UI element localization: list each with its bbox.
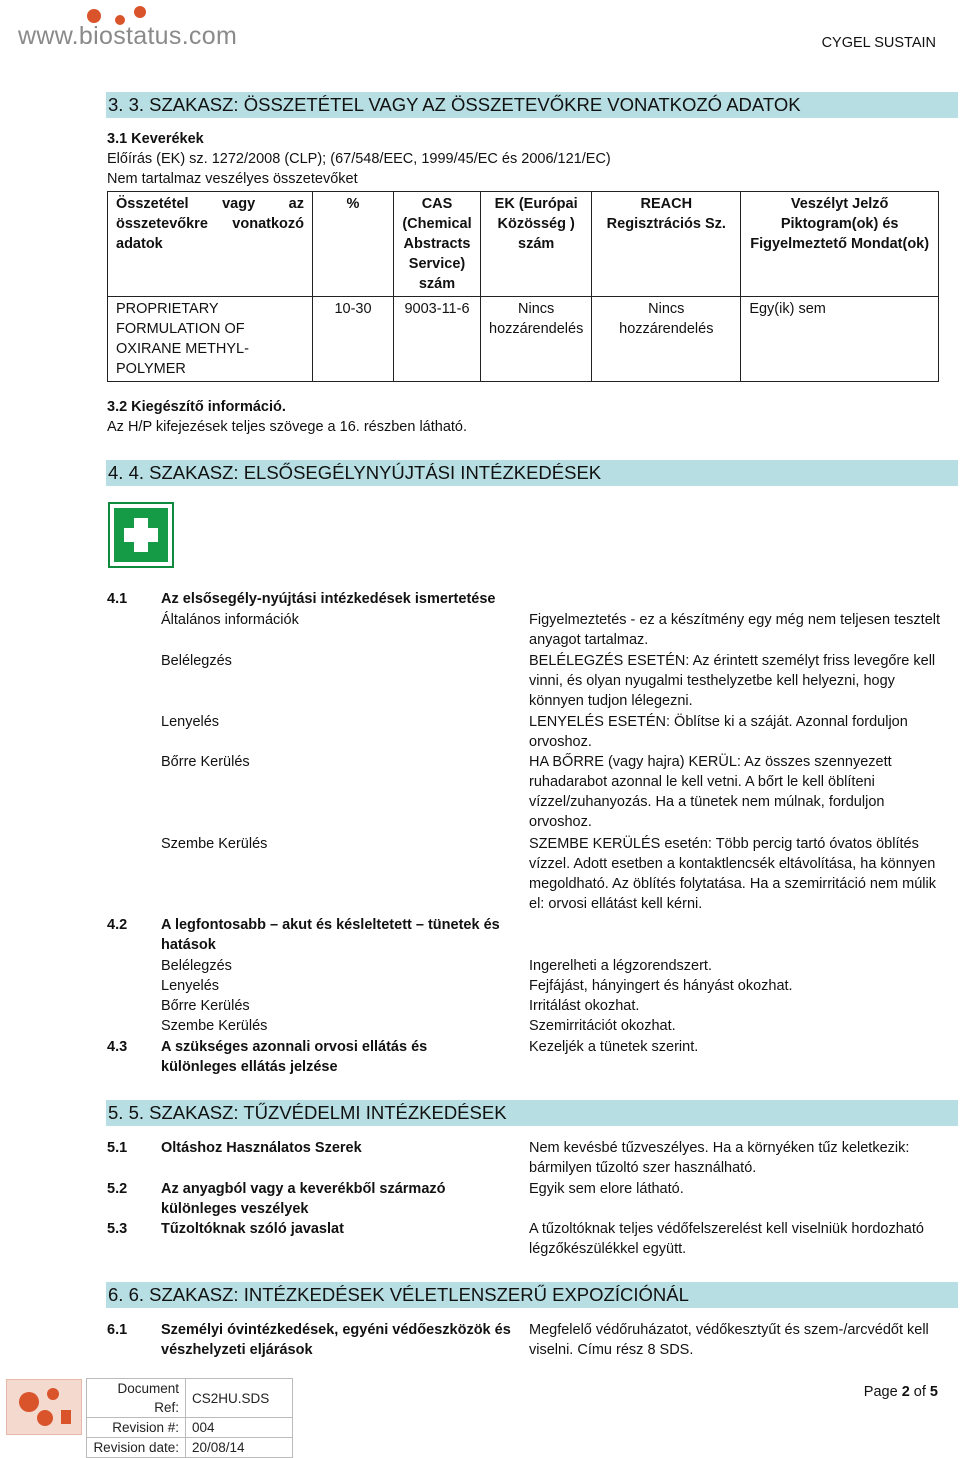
- hp-text: Az H/P kifejezések teljes szövege a 16. részben látható.: [107, 419, 468, 435]
- subsection-number: 6.1: [107, 1322, 128, 1338]
- value-general: Figyelmeztetés - ez a készítmény egy még nem teljesen tesztelt anyagot tartalmaz.: [529, 612, 941, 648]
- subsection-title: Az anyagból vagy a keverékből származó különleges veszélyek: [161, 1181, 446, 1217]
- table-header-row: [108, 192, 939, 297]
- subsection-number: 5.1: [107, 1140, 128, 1156]
- col-header-composition: Összetétel vagy az összetevőkre vonatkozó adatok: [108, 192, 313, 297]
- section-3-heading: 3. 3. SZAKASZ: ÖSSZETÉTEL VAGY AZ ÖSSZETEVŐKRE VONATKOZÓ ADATOK: [106, 92, 958, 118]
- label-inhalation: Belélegzés: [161, 958, 232, 974]
- subsection-3-1: 3.1 Keverékek: [107, 131, 204, 147]
- revision-table: [86, 1378, 293, 1458]
- value-skin: HA BŐRRE (vagy hajra) KERÜL: Az összes szennyezett ruhadarabot azonnal le kell vetni. A bőrt le kell öblíteni vízzel/zuhanyozás. Ha a tünetek nem múlnak, forduljon orvoshoz.: [529, 754, 892, 830]
- cell-reach: Nincs hozzárendelés: [592, 297, 741, 382]
- doc-ref-value: CS2HU.SDS: [186, 1379, 293, 1418]
- footer-logo: [6, 1379, 82, 1435]
- label-inhalation: Belélegzés: [161, 653, 232, 669]
- col-header-percent: %: [313, 192, 394, 297]
- revision-value: 004: [186, 1418, 293, 1438]
- page-number: Page 2 of 5: [863, 1384, 938, 1400]
- composition-table: [107, 191, 939, 382]
- label-general: Általános információk: [161, 612, 299, 628]
- section-5-heading: 5. 5. SZAKASZ: TŰZVÉDELMI INTÉZKEDÉSEK: [106, 1100, 958, 1126]
- value-medical: Kezeljék a tünetek szerint.: [529, 1039, 699, 1055]
- subsection-title: Személyi óvintézkedések, egyéni védőeszközök és vészhelyzeti eljárások: [161, 1322, 511, 1358]
- label-eye: Szembe Kerülés: [161, 1018, 268, 1034]
- first-aid-icon: [108, 502, 174, 568]
- cell-composition: PROPRIETARY FORMULATION OF OXIRANE METHYL-POLYMER: [108, 297, 313, 382]
- value-ingestion: LENYELÉS ESETÉN: Öblítse ki a száját. Azonnal forduljon orvoshoz.: [529, 714, 908, 750]
- subsection-number: 5.3: [107, 1221, 128, 1237]
- section-4-heading: 4. 4. SZAKASZ: ELSŐSEGÉLYNYÚJTÁSI INTÉZKEDÉSEK: [106, 460, 958, 486]
- label-skin: Bőrre Kerülés: [161, 998, 250, 1014]
- cell-cas: 9003-11-6: [394, 297, 481, 382]
- product-name: CYGEL SUSTAIN: [821, 35, 936, 51]
- subsection-number: 4.2: [107, 917, 128, 933]
- value-firefighters: A tűzoltóknak teljes védőfelszerelést kell viselniük hordozható légzőkészülékkel együtt.: [529, 1221, 924, 1257]
- col-header-reach: REACH Regisztrációs Sz.: [592, 192, 741, 297]
- label-eye: Szembe Kerülés: [161, 836, 268, 852]
- revision-date-label: Revision date:: [87, 1438, 186, 1458]
- biostatus-logo[interactable]: [12, 4, 262, 54]
- doc-ref-label: Document Ref:: [87, 1379, 186, 1418]
- value-special-hazards: Egyik sem elore látható.: [529, 1181, 684, 1197]
- logo-text: www.biostatus.com: [18, 22, 238, 50]
- subsection-number: 5.2: [107, 1181, 128, 1197]
- section-6-heading: 6. 6. SZAKASZ: INTÉZKEDÉSEK VÉLETLENSZERŰ EXPOZÍCIÓNÁL: [106, 1282, 958, 1308]
- subsection-title: Az elsősegély-nyújtási intézkedések ismertetése: [161, 591, 496, 607]
- regulation-text: Előírás (EK) sz. 1272/2008 (CLP); (67/548/EEC, 1999/45/EC és 2006/121/EC): [107, 151, 611, 167]
- no-hazard-text: Nem tartalmaz veszélyes összetevőket: [107, 171, 358, 187]
- value-extinguishing: Nem kevésbé tűzveszélyes. Ha a környéken tűz keletkezik: bármilyen tűzoltó szer használható.: [529, 1140, 910, 1176]
- subsection-title: A legfontosabb – akut és késleltetett – tünetek és hatások: [161, 917, 500, 953]
- cell-hazard: Egy(ik) sem: [741, 297, 939, 382]
- revision-date-value: 20/08/14: [186, 1438, 293, 1458]
- value-inhalation: BELÉLEGZÉS ESETÉN: Az érintett személyt friss levegőre kell vinni, és olyan nyugalmi testhelyzetbe kell helyezni, hogy könnyen tudjon lélegezni.: [529, 653, 936, 709]
- subsection-number: 4.1: [107, 591, 128, 607]
- col-header-ek: EK (Európai Közösség ) szám: [481, 192, 592, 297]
- col-header-hazard: Veszélyt Jelző Piktogram(ok) és Figyelmeztető Mondat(ok): [741, 192, 939, 297]
- subsection-title: A szükséges azonnali orvosi ellátás és különleges ellátás jelzése: [161, 1039, 428, 1075]
- value-ingestion: Fejfájást, hányingert és hányást okozhat.: [529, 978, 793, 994]
- value-eye: Szemirritációt okozhat.: [529, 1018, 676, 1034]
- subsection-3-2: 3.2 Kiegészítő információ.: [107, 399, 286, 415]
- revision-label: Revision #:: [87, 1418, 186, 1438]
- value-inhalation: Ingerelheti a légzorendszert.: [529, 958, 712, 974]
- table-row: [108, 297, 939, 382]
- value-eye: SZEMBE KERÜLÉS esetén: Több percig tartó óvatos öblítés vízzel. Adott esetben a kontaktlencsék eltávolítása, ha könnyen megoldható. Az öblítés folytatása. Ha a szemirritáció nem múlik el: orvosi ellátást kell kérni.: [529, 836, 936, 912]
- subsection-number: 4.3: [107, 1039, 128, 1055]
- cell-percent: 10-30: [313, 297, 394, 382]
- label-ingestion: Lenyelés: [161, 978, 220, 994]
- col-header-cas: CAS (Chemical Abstracts Service) szám: [394, 192, 481, 297]
- cell-ek: Nincs hozzárendelés: [481, 297, 592, 382]
- footer-logo-icon: [7, 1380, 81, 1434]
- value-personal-precautions: Megfelelő védőruházatot, védőkesztyűt és szem-/arcvédőt kell viselni. Címu rész 8 SDS.: [529, 1322, 929, 1358]
- value-skin: Irritálást okozhat.: [529, 998, 640, 1014]
- subsection-title: Oltáshoz Használatos Szerek: [161, 1140, 362, 1156]
- label-ingestion: Lenyelés: [161, 714, 220, 730]
- label-skin: Bőrre Kerülés: [161, 754, 250, 770]
- subsection-title: Tűzoltóknak szóló javaslat: [161, 1221, 344, 1237]
